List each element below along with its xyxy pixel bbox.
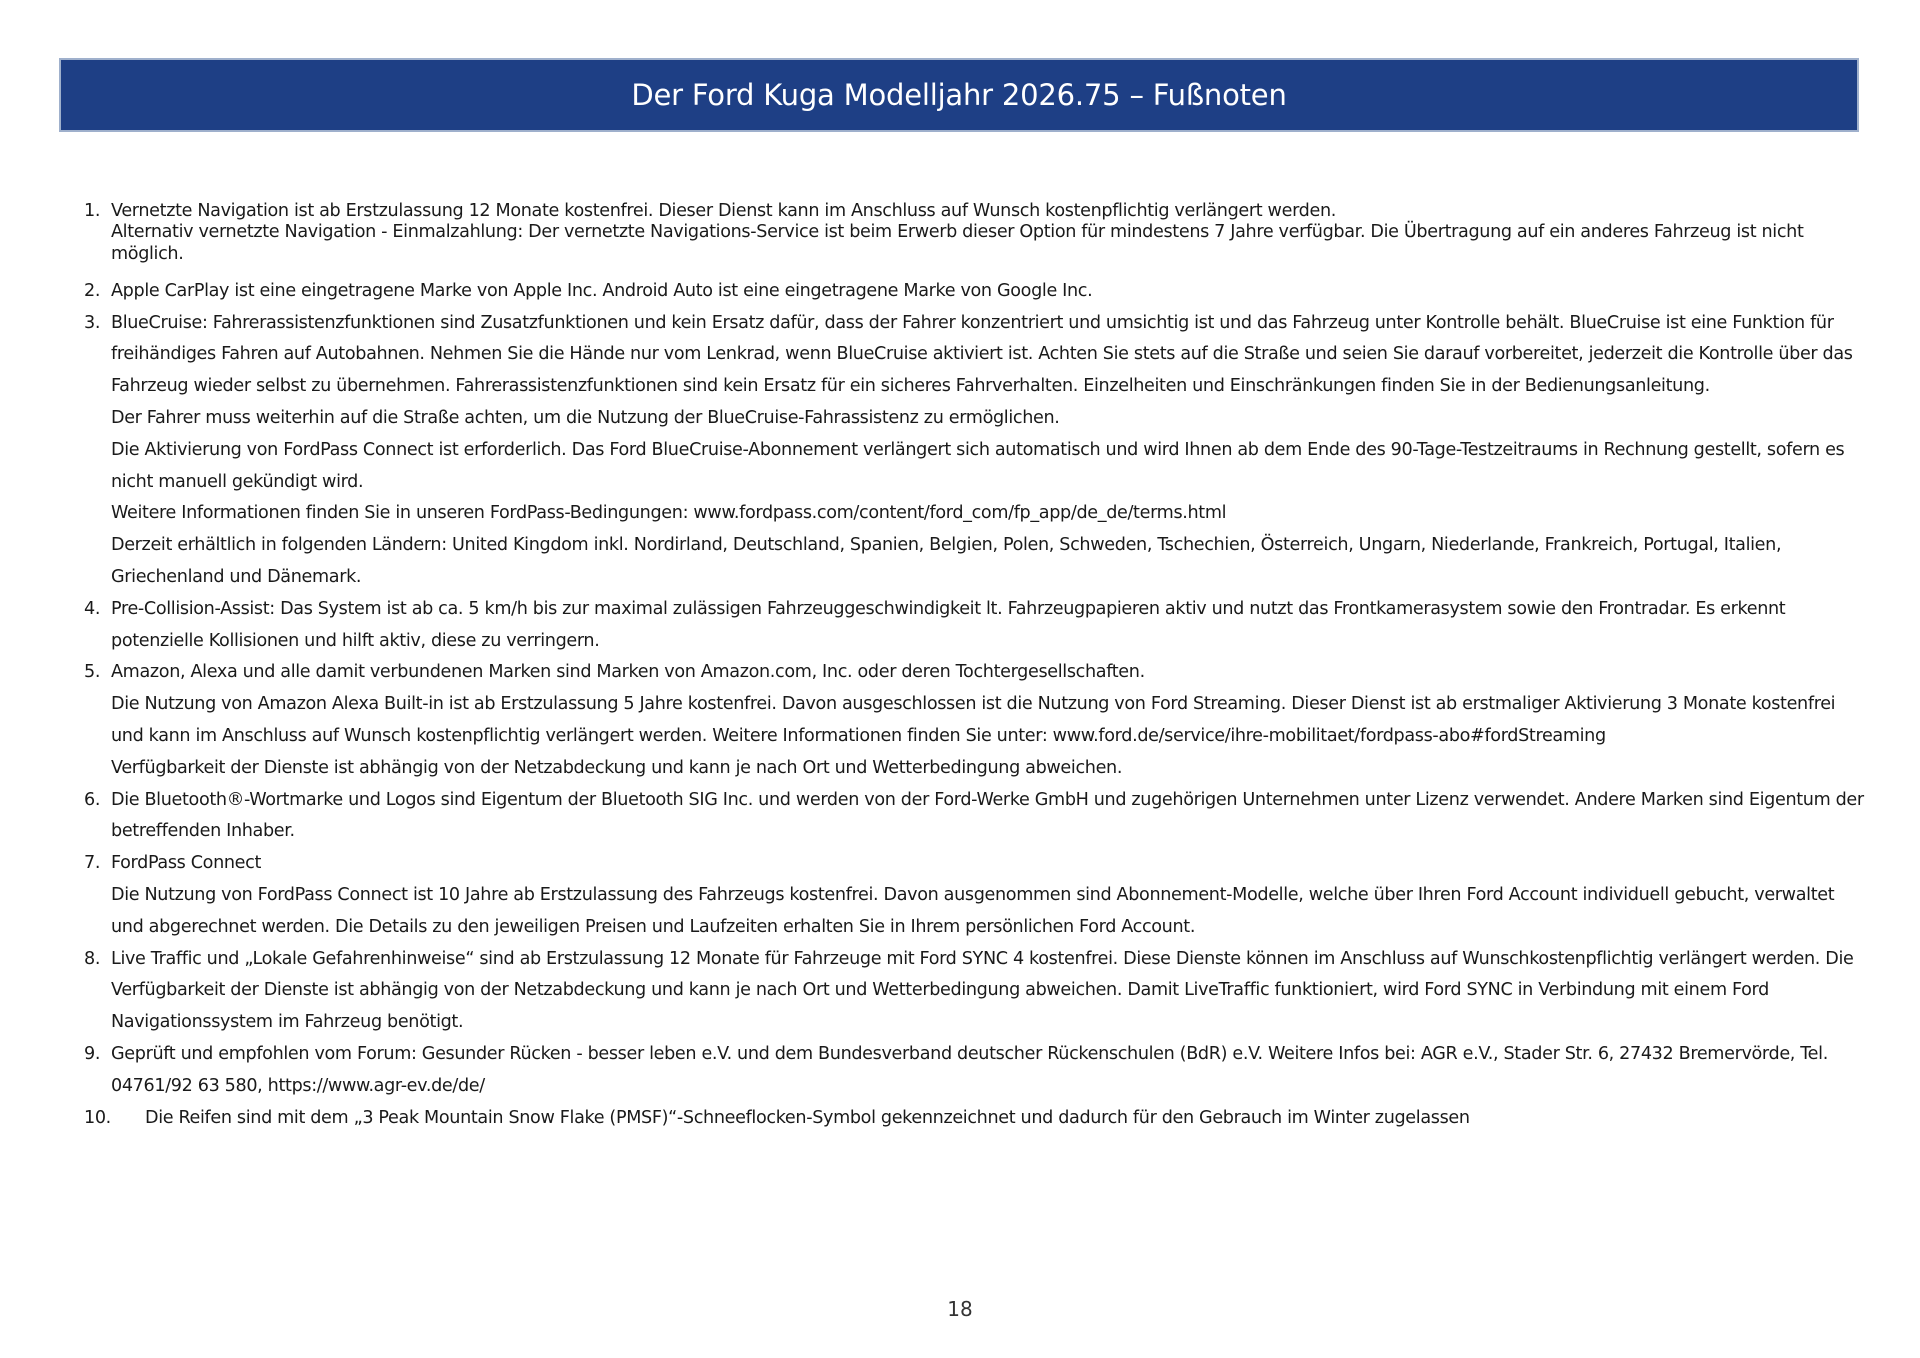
footnote-list (84, 201, 1864, 1134)
footnote-number: 10. (84, 1107, 111, 1128)
footnote-item-3 (84, 308, 1864, 594)
footnote-paragraph: Weitere Informationen finden Sie in unseren FordPass-Bedingungen: www.fordpass.com/content/ford_com/fp_app/de_de/terms.html (111, 503, 1227, 524)
footnote-number: 6. (84, 789, 101, 810)
footnote-paragraph: Apple CarPlay ist eine eingetragene Marke von Apple Inc. Android Auto ist eine eingetragene Marke von Google Inc. (111, 280, 1093, 301)
footnote-item-8 (84, 944, 1864, 1039)
footnote-paragraph: Verfügbarkeit der Dienste ist abhängig von der Netzabdeckung und kann je nach Ort und Wetterbedingung abweichen. (111, 757, 1123, 778)
footnote-number: 2. (84, 280, 101, 301)
footnote-paragraph: Die Nutzung von FordPass Connect ist 10 Jahre ab Erstzulassung des Fahrzeugs kostenfrei. Davon ausgenommen sind Abonnement-Modelle, welche über Ihren Ford Account individuell gebucht, verwaltet und abgerechnet werden. Die Details zu den jeweiligen Preisen und Laufzeiten erhalten Sie in Ihrem persönlichen Ford Account. (111, 885, 1835, 937)
footnote-paragraph: Die Bluetooth®-Wortmarke und Logos sind Eigentum der Bluetooth SIG Inc. und werden von der Ford-Werke GmbH und zugehörigen Unternehmen unter Lizenz verwendet. Andere Marken sind Eigentum der betreffenden Inhaber. (111, 789, 1864, 842)
footnote-paragraph: FordPass Connect (111, 853, 262, 874)
footnote-number: 4. (84, 598, 101, 619)
footnote-number: 8. (84, 948, 101, 969)
title-banner (59, 58, 1859, 132)
footnote-item-7 (84, 848, 1864, 943)
footnote-paragraph: Geprüft und empfohlen vom Forum: Gesunder Rücken - besser leben e.V. und dem Bundesverband deutscher Rückenschulen (BdR) e.V. Weitere Infos bei: AGR e.V., Stader Str. 6, 27432 Bremervörde, Tel. 04761/92 63 580, https://www.agr-ev.de/de/ (111, 1044, 1828, 1096)
footnote-paragraph: Amazon, Alexa und alle damit verbundenen Marken sind Marken von Amazon.com, Inc. oder deren Tochtergesellschaften. (111, 662, 1145, 683)
footnote-number: 1. (84, 201, 101, 221)
footnote-paragraph: Pre-Collision-Assist: Das System ist ab ca. 5 km/h bis zur maximal zulässigen Fahrzeuggeschwindigkeit lt. Fahrzeugpapieren aktiv und nutzt das Frontkamerasystem sowie den Frontradar. Es erkennt potenzielle Kollisionen und hilft aktiv, diese zu verringern. (111, 598, 1786, 651)
footnote-number: 5. (84, 662, 101, 683)
footnote-item-4 (84, 594, 1864, 658)
footnote-paragraph: Die Aktivierung von FordPass Connect ist erforderlich. Das Ford BlueCruise-Abonnement verlängert sich automatisch und wird Ihnen ab dem Ende des 90-Tage-Testzeitraums in Rechnung gestellt, sofern es nicht manuell gekündigt wird. (111, 439, 1845, 492)
footnote-paragraph: Vernetzte Navigation ist ab Erstzulassung 12 Monate kostenfrei. Dieser Dienst kann im Anschluss auf Wunsch kostenpflichtig verlängert werden. (111, 201, 1336, 221)
footnote-item-2 (84, 276, 1864, 308)
footnote-paragraph: Live Traffic und „Lokale Gefahrenhinweise“ sind ab Erstzulassung 12 Monate für Fahrzeuge mit Ford SYNC 4 kostenfrei. Diese Dienste können im Anschluss auf Wunschkostenpflichtig verlängert werden. Die Verfügbarkeit der Dienste ist abhängig von der Netzabdeckung und kann je nach Ort und Wetterbedingung abweichen. Damit LiveTraffic funktioniert, wird Ford SYNC in Verbindung mit einem Ford Navigationssystem im Fahrzeug benötigt. (111, 948, 1854, 1033)
footnote-paragraph: Die Reifen sind mit dem „3 Peak Mountain Snow Flake (PMSF)“-Schneeflocken-Symbol gekennzeichnet und dadurch für den Gebrauch im Winter zugelassen (145, 1107, 1470, 1128)
footnote-paragraph: Die Nutzung von Amazon Alexa Built-in ist ab Erstzulassung 5 Jahre kostenfrei. Davon ausgeschlossen ist die Nutzung von Ford Streaming. Dieser Dienst ist ab erstmaliger Aktivierung 3 Monate kostenfrei und kann im Anschluss auf Wunsch kostenpflichtig verlängert werden. Weitere Informationen finden Sie unter: www.ford.de/service/ihre-mobilitaet/fordpass-abo#fordStreaming (111, 694, 1836, 747)
footnote-item-9 (84, 1039, 1864, 1103)
footnote-item-1 (84, 201, 1864, 265)
footnote-paragraph: BlueCruise: Fahrerassistenzfunktionen sind Zusatzfunktionen und kein Ersatz dafür, dass der Fahrer konzentriert und umsichtig ist und das Fahrzeug unter Kontrolle behält. BlueCruise ist eine Funktion für freihändiges Fahren auf Autobahnen. Nehmen Sie die Hände nur vom Lenkrad, wenn BlueCruise aktiviert ist. Achten Sie stets auf die Straße und seien Sie darauf vorbereitet, jederzeit die Kontrolle über das Fahrzeug wieder selbst zu übernehmen. Fahrerassistenzfunktionen sind kein Ersatz für ein sicheres Fahrverhalten. Einzelheiten und Einschränkungen finden Sie in der Bedienungsanleitung. (111, 312, 1853, 397)
footnote-item-10 (84, 1103, 1864, 1135)
footnote-number: 3. (84, 312, 101, 333)
footnote-paragraph: Derzeit erhältlich in folgenden Ländern: United Kingdom inkl. Nordirland, Deutschland, Spanien, Belgien, Polen, Schweden, Tschechien, Österreich, Ungarn, Niederlande, Frankreich, Portugal, Italien, Griechenland und Dänemark. (111, 535, 1782, 588)
footnote-number: 7. (84, 853, 101, 874)
footnote-item-5 (84, 657, 1864, 784)
footnote-number: 9. (84, 1044, 101, 1065)
footnote-paragraph: Der Fahrer muss weiterhin auf die Straße achten, um die Nutzung der BlueCruise-Fahrassistenz zu ermöglichen. (111, 408, 1060, 429)
footnote-item-6 (84, 785, 1864, 849)
page-title: Der Ford Kuga Modelljahr 2026.75 – Fußnoten (631, 78, 1287, 112)
footnote-paragraph: Alternativ vernetzte Navigation - Einmalzahlung: Der vernetzte Navigations-Service ist beim Erwerb dieser Option für mindestens 7 Jahre verfügbar. Die Übertragung auf ein anderes Fahrzeug ist nicht möglich. (111, 222, 1804, 264)
page-number: 18 (947, 1297, 973, 1321)
